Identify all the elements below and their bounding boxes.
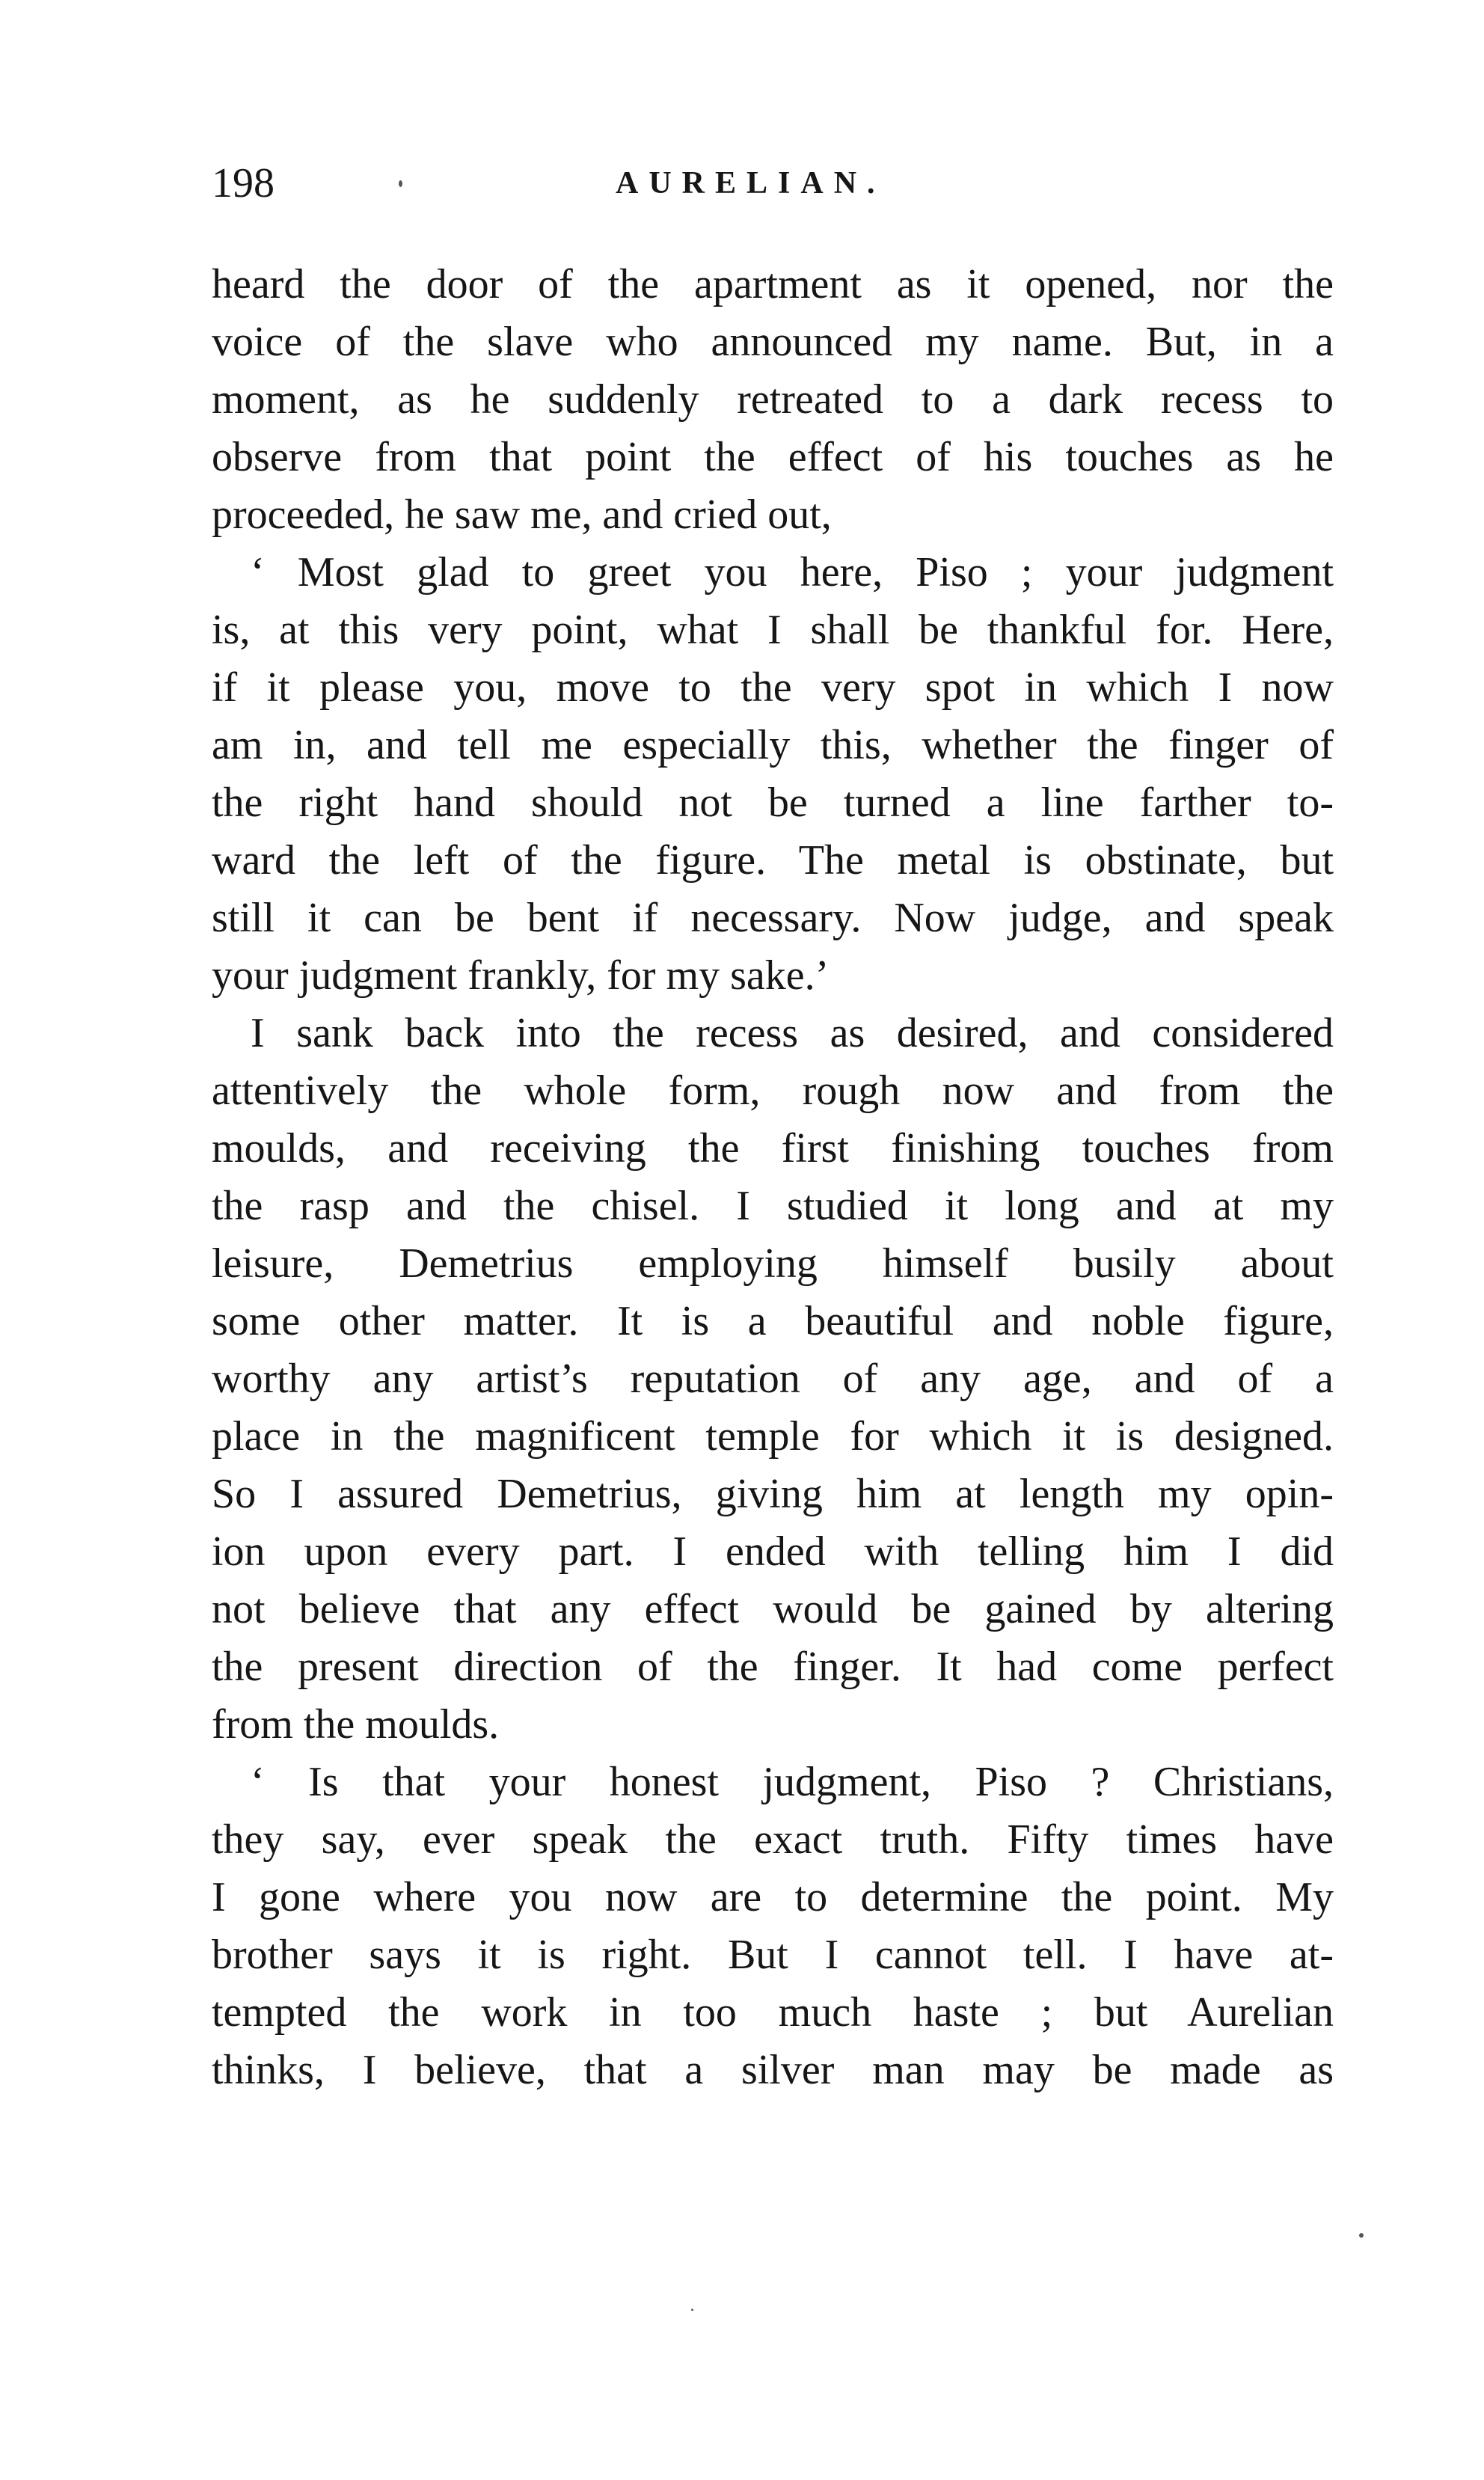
- text-line: from the moulds.: [212, 1701, 500, 1748]
- text-line: I sank back into the recess as desired, and considered: [251, 1010, 1334, 1056]
- text-line: So I assured Demetrius, giving him at length my opin-: [212, 1471, 1334, 1517]
- page-number: 198: [212, 160, 275, 206]
- text-line: some other matter. It is a beautiful and noble figure,: [212, 1298, 1334, 1344]
- text-line: voice of the slave who announced my name. But, in a: [212, 319, 1334, 365]
- ink-speck: [1359, 2233, 1364, 2238]
- text-line: observe from that point the effect of his touches as he: [212, 434, 1334, 480]
- text-line: they say, ever speak the exact truth. Fifty times have: [212, 1816, 1334, 1863]
- text-line: not believe that any effect would be gained by altering: [212, 1586, 1334, 1632]
- text-line: leisure, Demetrius employing himself busily about: [212, 1240, 1334, 1287]
- text-line: your judgment frankly, for my sake.’: [212, 952, 830, 999]
- text-line: tempted the work in too much haste ; but Aurelian: [212, 1989, 1334, 2036]
- text-line: ‘ Is that your honest judgment, Piso ? Christians,: [251, 1759, 1334, 1805]
- text-line: moment, as he suddenly retreated to a dark recess to: [212, 376, 1334, 423]
- text-line: the rasp and the chisel. I studied it long and at my: [212, 1183, 1334, 1229]
- text-line: ‘ Most glad to greet you here, Piso ; your judgment: [251, 549, 1334, 595]
- text-line: place in the magnificent temple for which it is designed.: [212, 1413, 1334, 1460]
- ink-speck: [691, 2309, 693, 2311]
- text-line: proceeded, he saw me, and cried out,: [212, 492, 832, 538]
- text-line: moulds, and receiving the first finishing touches from: [212, 1125, 1334, 1172]
- text-line: brother says it is right. But I cannot tell. I have at-: [212, 1932, 1334, 1978]
- text-line: if it please you, move to the very spot in which I now: [212, 664, 1334, 711]
- text-line: the present direction of the finger. It had come perfect: [212, 1644, 1334, 1690]
- page-header: [212, 153, 1334, 213]
- running-head: AURELIAN.: [616, 166, 886, 200]
- text-line: is, at this very point, what I shall be thankful for. Here,: [212, 607, 1334, 653]
- ink-speck: [399, 180, 402, 187]
- text-line: ward the left of the figure. The metal is obstinate, but: [212, 837, 1334, 884]
- text-line: thinks, I believe, that a silver man may be made as: [212, 2047, 1334, 2093]
- text-line: am in, and tell me especially this, whether the finger of: [212, 722, 1334, 768]
- text-line: still it can be bent if necessary. Now judge, and speak: [212, 895, 1334, 941]
- body-text: [212, 256, 1334, 2099]
- text-line: the right hand should not be turned a line farther to-: [212, 780, 1334, 826]
- text-line: worthy any artist’s reputation of any age, and of a: [212, 1356, 1334, 1402]
- text-line: attentively the whole form, rough now and from the: [212, 1068, 1334, 1114]
- text-line: ion upon every part. I ended with telling him I did: [212, 1528, 1334, 1575]
- text-line: I gone where you now are to determine the point. My: [212, 1874, 1334, 1920]
- text-line: heard the door of the apartment as it opened, nor the: [212, 261, 1334, 307]
